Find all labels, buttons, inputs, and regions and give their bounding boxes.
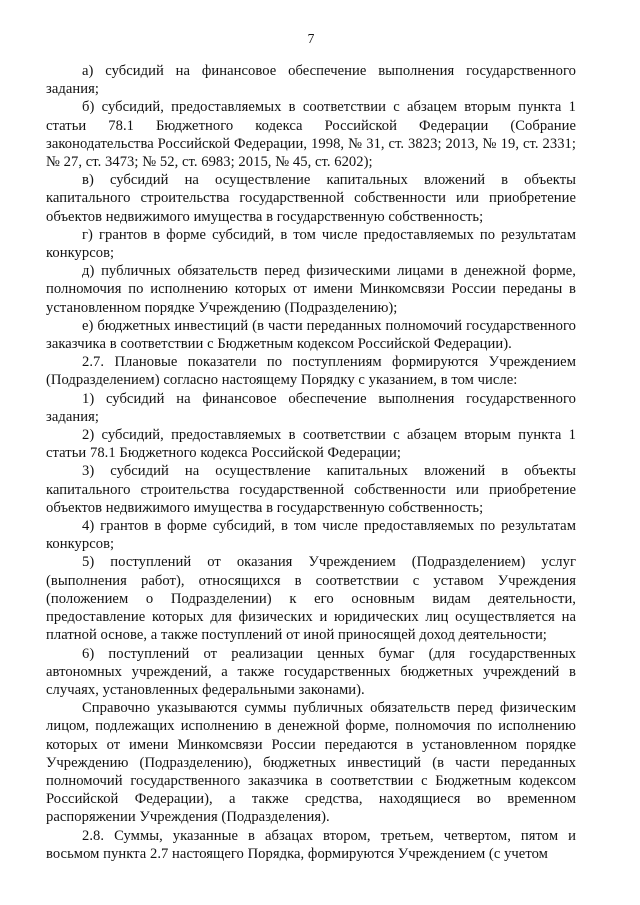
document-body [46, 62, 576, 863]
paragraph-item-5: 5) поступлений от оказания Учреждением (Подразделением) услуг (выполнения работ), относящихся в соответствии с уставом Учреждения (положением о Подразделении) к его основным видам деятельности, предоставление которых для физических и юридических лиц осуществляется на платной основе, а также поступлений от иной приносящей доход деятельности; [46, 554, 576, 644]
page-number: 7 [307, 31, 315, 46]
paragraph-item-3: 3) субсидий на осуществление капитальных вложений в объекты капитального строительства государственной собственности или приобретение объектов недвижимого имущества в государственную собственность; [46, 463, 576, 516]
paragraph-investments-e: е) бюджетных инвестиций (в части переданных полномочий государственного заказчика в соответствии с Бюджетным кодексом Российской Федерации). [46, 317, 576, 353]
paragraph-subsidy-v: в) субсидий на осуществление капитальных вложений в объекты капитального строительства государственной собственности или приобретение объектов недвижимого имущества в государственную собственность; [46, 172, 576, 225]
paragraph-subsidy-b: б) субсидий, предоставляемых в соответствии с абзацем вторым пункта 1 статьи 78.1 Бюджетного кодекса Российской Федерации (Собрание законодательства Российской Федерации, 1998, № 31, ст. 3823; 2013, № 19, ст. 2331; № 27, ст. 3473; № 52, ст. 6983; 2015, № 45, ст. 6202); [46, 99, 576, 171]
paragraph-subsidy-a: а) субсидий на финансовое обеспечение выполнения государственного задания; [46, 63, 576, 98]
paragraph-item-4: 4) грантов в форме субсидий, в том числе предоставляемых по результатам конкурсов; [46, 518, 576, 553]
paragraph-obligations-d: д) публичных обязательств перед физическими лицами в денежной форме, полномочия по исполнению которых от имени Минкомсвязи России переданы в установленном порядке Учреждению (Подразделению); [46, 263, 576, 316]
paragraph-item-6: 6) поступлений от реализации ценных бумаг (для государственных автономных учреждений, а также государственных бюджетных учреждений в случаях, установленных федеральными законами). [46, 645, 576, 698]
paragraph-reference-note: Справочно указываются суммы публичных обязательств перед физическим лицом, подлежащих исполнению в денежной форме, полномочия по исполнению которых от имени Минкомсвязи России передаются в установленном порядке Учреждению (Подразделению), бюджетных инвестиций (в части переданных полномочий государственного заказчика в соответствии с Бюджетным кодексом Российской Федерации), а также средства, находящиеся во временном распоряжении Учреждения (Подразделения). [46, 700, 576, 826]
paragraph-item-2: 2) субсидий, предоставляемых в соответствии с абзацем вторым пункта 1 статьи 78.1 Бюджетного кодекса Российской Федерации; [46, 427, 576, 462]
paragraph-section-2-7: 2.7. Плановые показатели по поступлениям формируются Учреждением (Подразделением) согласно настоящему Порядку с указанием, в том числе: [46, 354, 576, 389]
paragraph-grants-g: г) грантов в форме субсидий, в том числе предоставляемых по результатам конкурсов; [46, 226, 576, 262]
paragraph-item-1: 1) субсидий на финансовое обеспечение выполнения государственного задания; [46, 390, 576, 425]
paragraph-section-2-8: 2.8. Суммы, указанные в абзацах втором, третьем, четвертом, пятом и восьмом пункта 2.7 настоящего Порядка, формируются Учреждением (с учетом [46, 827, 576, 862]
